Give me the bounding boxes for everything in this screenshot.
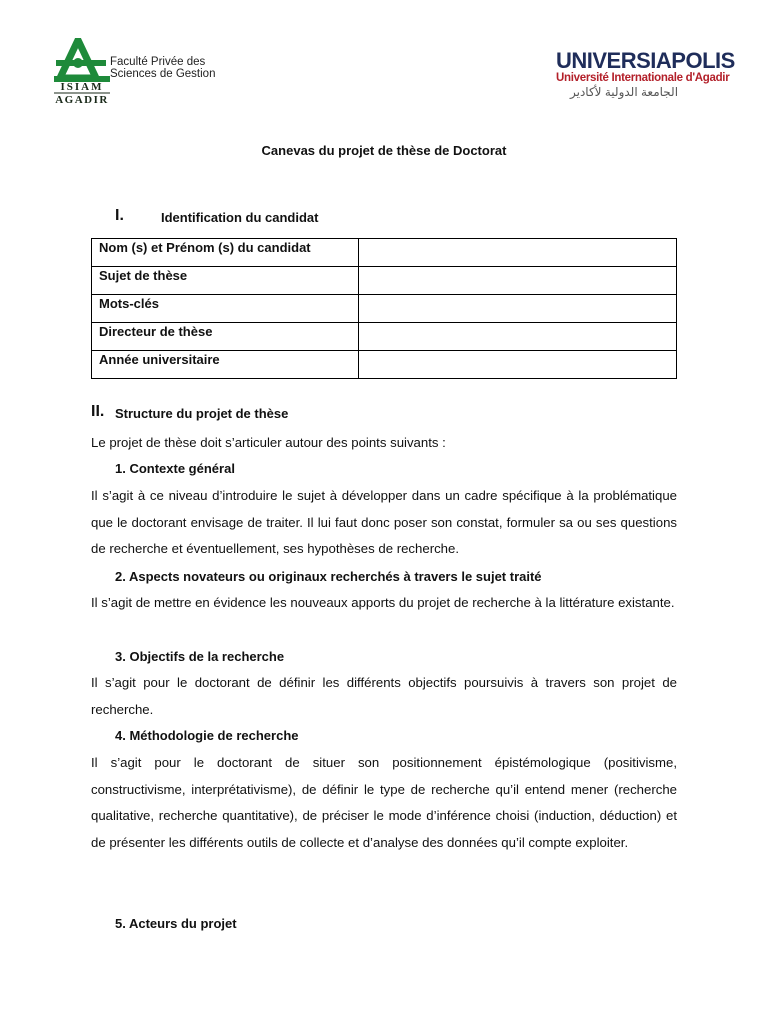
row-value[interactable]	[359, 295, 677, 323]
isiam-logo-city: AGADIR	[55, 94, 109, 106]
candidate-identification-table	[91, 238, 677, 379]
table-row	[92, 323, 677, 351]
row-value[interactable]	[359, 323, 677, 351]
item-4-heading: 4. Méthodologie de recherche	[115, 728, 299, 743]
isiam-logo-name: ISIAM	[60, 81, 104, 93]
row-value[interactable]	[359, 239, 677, 267]
table-row	[92, 351, 677, 379]
row-label: Mots-clés	[92, 295, 359, 323]
row-label: Sujet de thèse	[92, 267, 359, 295]
item-3-text: Il s’agit pour le doctorant de définir les différents objectifs poursuivis à travers son projet de recherche.	[91, 675, 677, 717]
row-value[interactable]	[359, 351, 677, 379]
table-row	[92, 267, 677, 295]
item-2-text: Il s’agit de mettre en évidence les nouveaux apports du projet de recherche à la littérature existante.	[91, 595, 675, 610]
section-2-heading	[91, 403, 104, 421]
item-3-heading: 3. Objectifs de la recherche	[115, 649, 285, 664]
item-1-heading: 1. Contexte général	[115, 461, 235, 476]
universiapolis-logo: UNIVERSIAPOLIS	[556, 48, 735, 73]
section-2-title: Structure du projet de thèse	[115, 406, 289, 421]
item-2-heading: 2. Aspects novateurs ou originaux recherchés à travers le sujet traité	[115, 569, 542, 584]
isiam-logo-line1: Faculté Privée des	[110, 56, 206, 68]
row-label: Année universitaire	[92, 351, 359, 379]
universiapolis-arabic: الجامعة الدولية لأكادير	[570, 85, 679, 99]
item-1-text: Il s’agit à ce niveau d’introduire le sujet à développer dans un cadre spécifique à la problématique que le doctorant envisage de traiter. Il lui faut donc poser son constat, formuler sa ou ses questions de recherche et éventuellement, ses hypothèses de recherche.	[91, 488, 677, 556]
section-1-heading	[115, 207, 124, 225]
item-5-heading: 5. Acteurs du projet	[115, 916, 237, 931]
section-2-intro: Le projet de thèse doit s’articuler autour des points suivants :	[91, 435, 446, 450]
section-2-number: II.	[91, 403, 105, 420]
isiam-logo-line2: Sciences de Gestion	[110, 68, 216, 80]
universiapolis-subtitle: Université Internationale d'Agadir	[556, 72, 730, 84]
row-label: Directeur de thèse	[92, 323, 359, 351]
item-4-text: Il s’agit pour le doctorant de situer son positionnement épistémologique (positivisme, constructivisme, interprétativisme), de définir le type de recherche qu’il entend mener (recherche qualitative, recherche quantitative), de préciser le mode d’inférence choisi (induction, déduction) et de présenter les différents outils de collecte et d’analyse des données qu’il compte exploiter.	[91, 755, 677, 850]
section-1-number: I.	[115, 207, 124, 224]
document-title: Canevas du projet de thèse de Doctorat	[261, 143, 507, 158]
row-label: Nom (s) et Prénom (s) du candidat	[92, 239, 359, 267]
table-row	[92, 295, 677, 323]
section-1-title: Identification du candidat	[161, 210, 319, 225]
row-value[interactable]	[359, 267, 677, 295]
isiam-logo-caption	[110, 56, 215, 80]
table-row	[92, 239, 677, 267]
